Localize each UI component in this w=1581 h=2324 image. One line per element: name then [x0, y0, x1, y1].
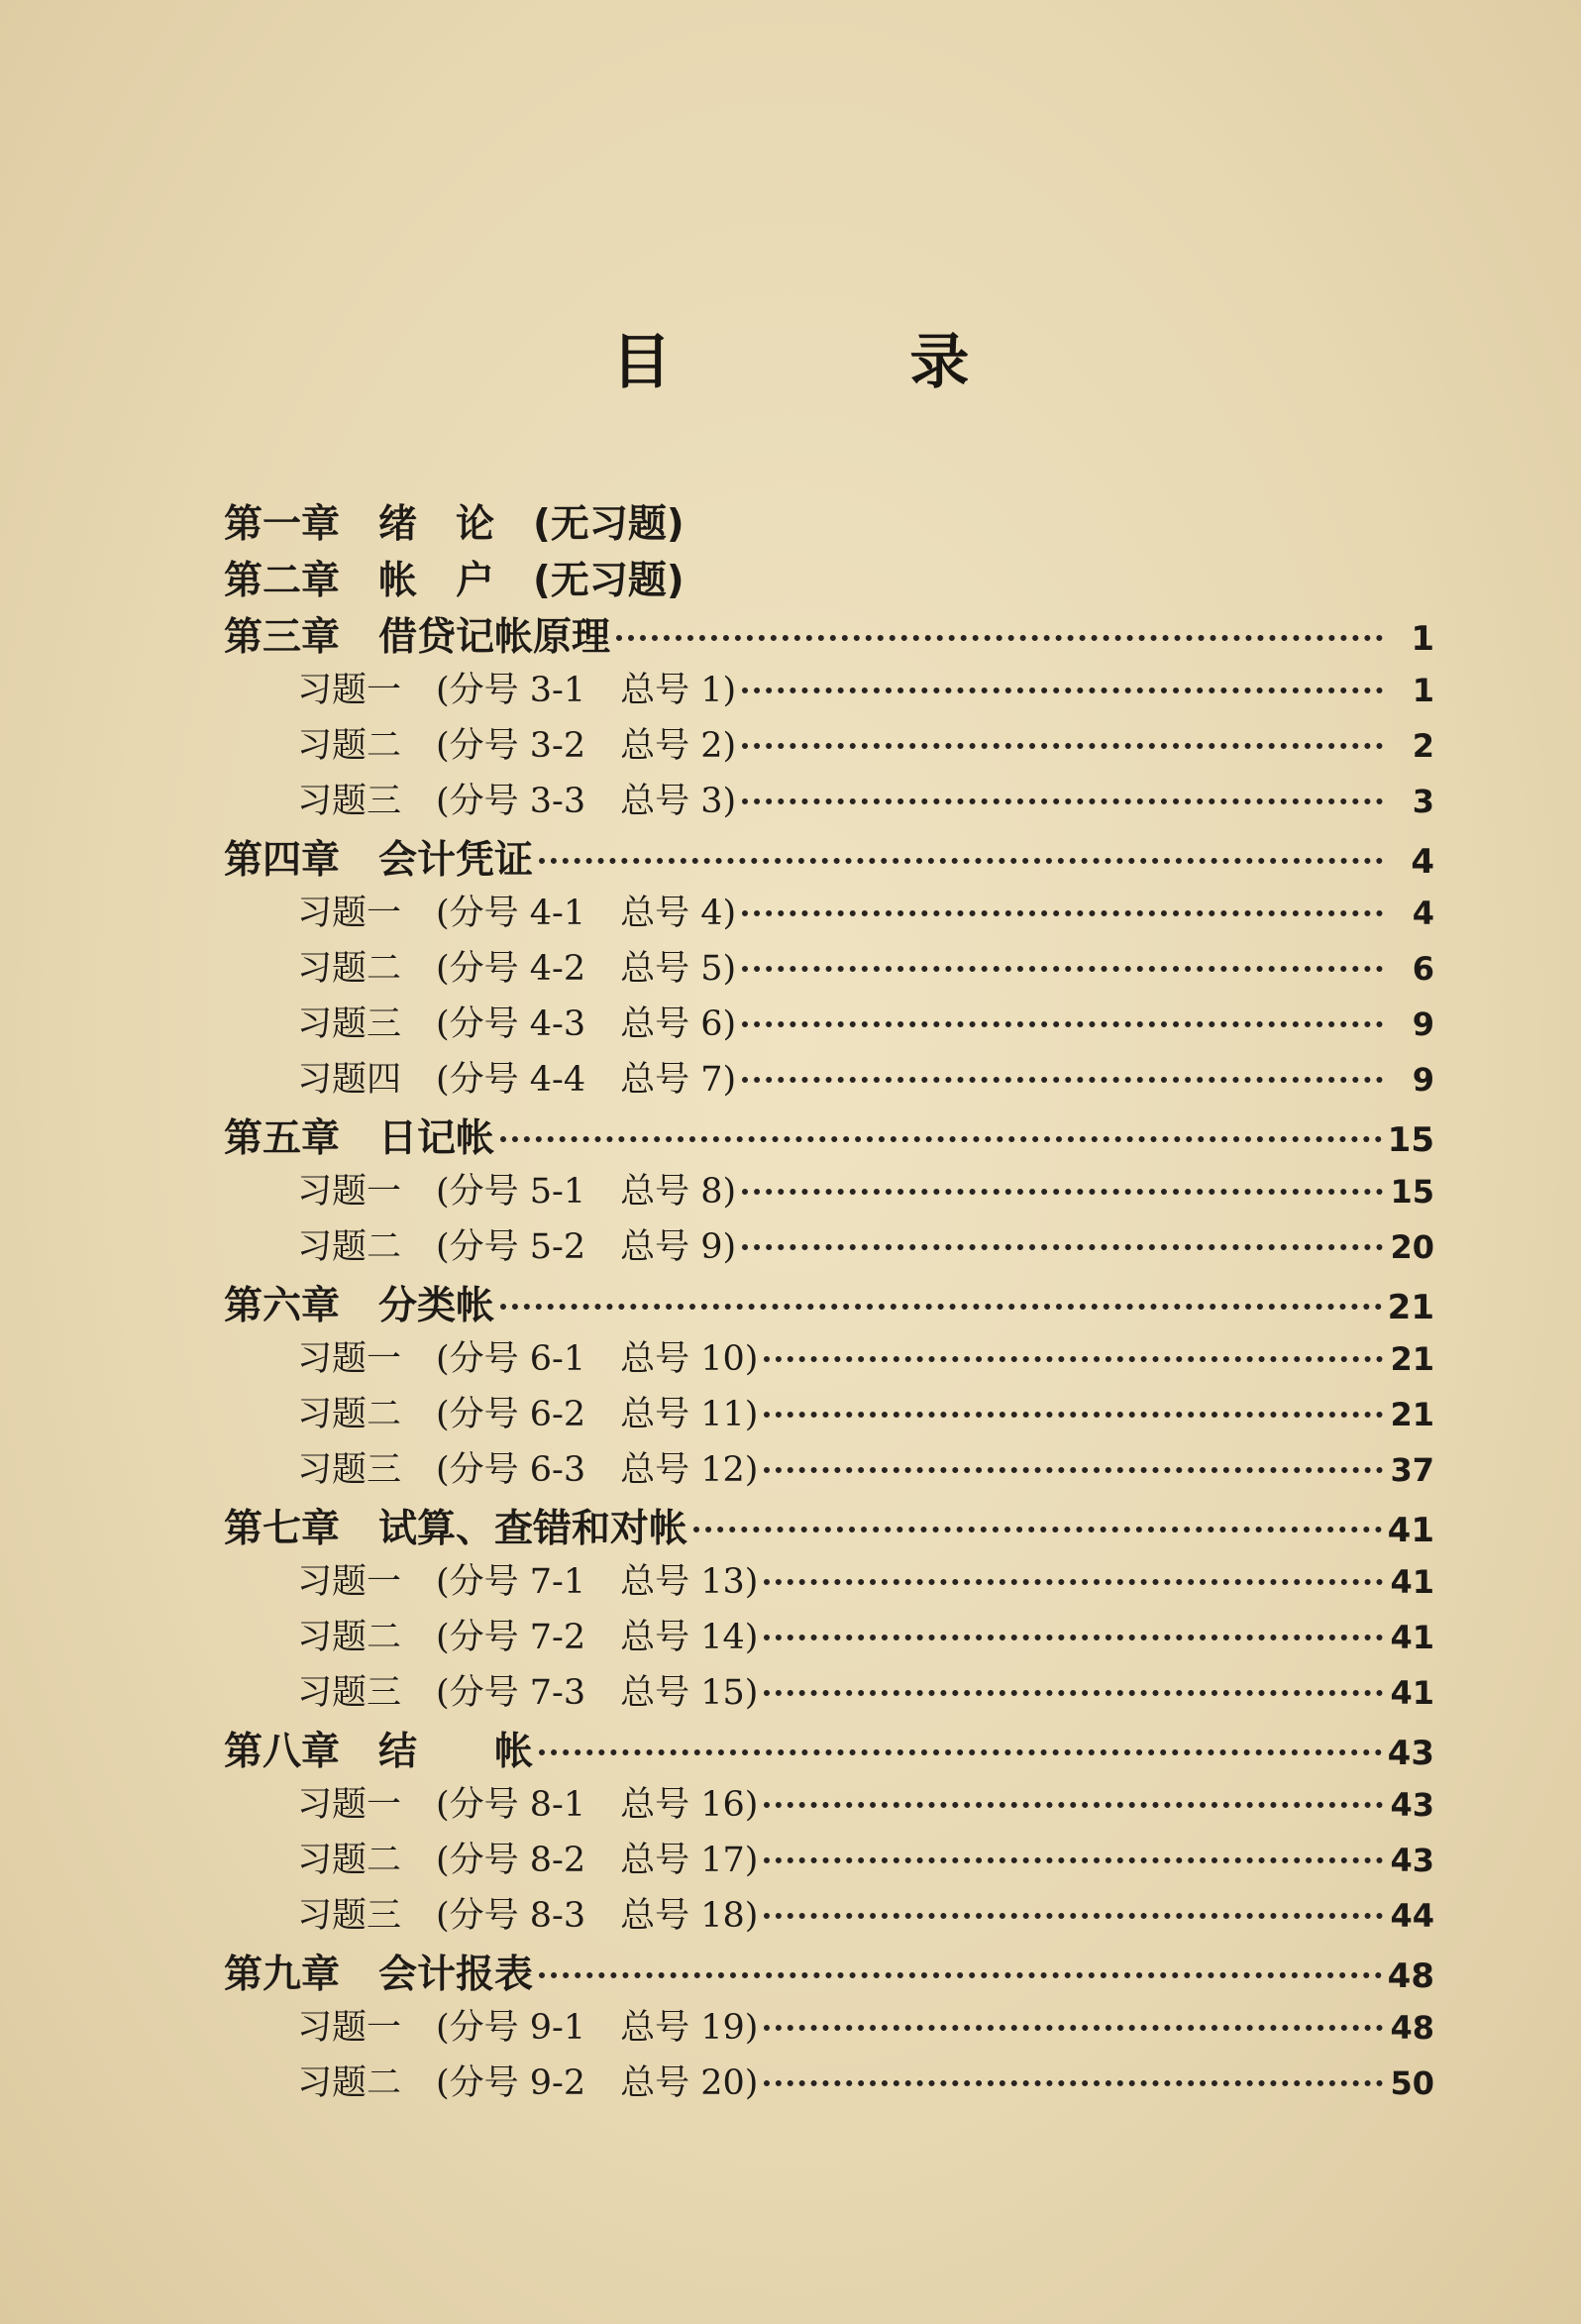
toc-page-number: 48	[1387, 1956, 1434, 1996]
dot-leader	[742, 966, 1383, 972]
toc-exercise	[224, 1442, 1434, 1498]
dot-leader	[539, 858, 1383, 864]
toc-page-number: 50	[1390, 2064, 1434, 2102]
dot-leader	[764, 1913, 1383, 1919]
toc-page-number: 2	[1412, 727, 1434, 765]
dot-leader	[764, 1635, 1383, 1640]
toc-label: 习题一 (分号 5-1 总号 8)	[297, 1172, 737, 1212]
toc-label: 习题二 (分号 6-2 总号 11)	[297, 1395, 759, 1434]
toc-chapter	[224, 1944, 1434, 2000]
dot-leader	[764, 1690, 1383, 1696]
dot-leader	[764, 1356, 1383, 1362]
toc-exercise	[224, 886, 1434, 941]
toc-page-number: 15	[1390, 1173, 1434, 1211]
toc-chapter	[224, 1498, 1434, 1554]
toc-chapter	[224, 1108, 1434, 1164]
toc-label: 习题一 (分号 3-1 总号 1)	[297, 671, 737, 710]
toc-label: 习题三 (分号 4-3 总号 6)	[297, 1004, 737, 1044]
toc-label: 第二章 帐 户 (无习题)	[224, 559, 685, 603]
toc-label: 习题三 (分号 6-3 总号 12)	[297, 1450, 759, 1490]
toc-label: 习题四 (分号 4-4 总号 7)	[297, 1060, 737, 1100]
toc-page-number: 43	[1390, 1786, 1434, 1824]
toc-page-number: 44	[1390, 1897, 1434, 1935]
dot-leader	[616, 635, 1383, 641]
toc-page-number: 37	[1390, 1451, 1434, 1489]
toc-page-number: 1	[1411, 619, 1434, 659]
toc-exercise	[224, 1331, 1434, 1387]
toc-exercise	[224, 1833, 1434, 1888]
toc-page-number: 43	[1387, 1734, 1434, 1773]
toc-exercise	[224, 1052, 1434, 1108]
dot-leader	[742, 910, 1383, 916]
toc-label: 习题二 (分号 3-2 总号 2)	[297, 726, 737, 766]
dot-leader	[742, 687, 1383, 693]
toc-page-number: 15	[1387, 1120, 1434, 1160]
toc-exercise	[224, 1610, 1434, 1665]
toc-exercise	[224, 2000, 1434, 2056]
toc-page-number: 4	[1412, 895, 1434, 932]
toc-label: 第五章 日记帐	[224, 1116, 495, 1161]
toc-label: 习题三 (分号 3-3 总号 3)	[297, 782, 737, 821]
toc-exercise	[224, 941, 1434, 997]
toc-label: 习题一 (分号 6-1 总号 10)	[297, 1339, 759, 1379]
toc-page-number: 4	[1411, 842, 1434, 882]
toc-exercise	[224, 1888, 1434, 1944]
toc-page-number: 41	[1390, 1619, 1434, 1656]
toc-label: 习题二 (分号 4-2 总号 5)	[297, 949, 737, 989]
dot-leader	[742, 1189, 1383, 1195]
dot-leader	[742, 743, 1383, 749]
toc-exercise	[224, 1387, 1434, 1442]
toc-label: 习题一 (分号 4-1 总号 4)	[297, 894, 737, 933]
toc-exercise	[224, 1554, 1434, 1610]
toc-chapter	[224, 1275, 1434, 1331]
dot-leader	[764, 1579, 1383, 1585]
dot-leader	[742, 1021, 1383, 1027]
toc-label: 第三章 借贷记帐原理	[224, 615, 611, 660]
dot-leader	[742, 1244, 1383, 1250]
toc-label: 第九章 会计报表	[224, 1953, 534, 1997]
toc-chapter	[224, 829, 1434, 886]
dot-leader	[764, 2025, 1383, 2031]
toc-exercise	[224, 1665, 1434, 1721]
toc-label: 习题二 (分号 9-2 总号 20)	[297, 2063, 759, 2103]
toc-label: 习题一 (分号 8-1 总号 16)	[297, 1785, 759, 1825]
toc-page-number: 43	[1390, 1842, 1434, 1879]
dot-leader	[539, 1972, 1382, 1978]
toc-page-number: 6	[1412, 950, 1434, 988]
toc-chapter	[224, 606, 1434, 663]
toc-exercise	[224, 1219, 1434, 1275]
dot-leader	[693, 1527, 1382, 1532]
table-of-contents	[224, 493, 1434, 2111]
page-title: 目 录	[611, 328, 1079, 397]
toc-page-number: 9	[1412, 1005, 1434, 1043]
toc-chapter	[224, 1721, 1434, 1777]
toc-label: 习题一 (分号 9-1 总号 19)	[297, 2008, 759, 2048]
toc-page-number: 9	[1412, 1061, 1434, 1099]
dot-leader	[742, 1077, 1383, 1083]
toc-label: 习题二 (分号 8-2 总号 17)	[297, 1841, 759, 1880]
toc-label: 第七章 试算、查错和对帐	[224, 1507, 688, 1551]
toc-page-number: 21	[1390, 1340, 1434, 1378]
dot-leader	[764, 1467, 1383, 1473]
dot-leader	[764, 1802, 1383, 1808]
toc-label: 习题三 (分号 7-3 总号 15)	[297, 1673, 759, 1713]
toc-exercise	[224, 774, 1434, 829]
dot-leader	[764, 2080, 1383, 2086]
toc-page-number: 21	[1387, 1288, 1434, 1327]
toc-page-number: 3	[1412, 783, 1434, 820]
toc-label: 第八章 结 帐	[224, 1730, 534, 1774]
toc-exercise	[224, 1777, 1434, 1833]
toc-label: 习题一 (分号 7-1 总号 13)	[297, 1562, 759, 1602]
toc-label: 习题三 (分号 8-3 总号 18)	[297, 1896, 759, 1936]
toc-exercise	[224, 2056, 1434, 2111]
dot-leader	[764, 1857, 1383, 1863]
toc-label: 习题二 (分号 5-2 总号 9)	[297, 1227, 737, 1267]
toc-label: 第六章 分类帐	[224, 1284, 495, 1328]
dot-leader	[500, 1304, 1382, 1310]
toc-page-number: 41	[1390, 1563, 1434, 1601]
toc-exercise	[224, 718, 1434, 774]
dot-leader	[500, 1136, 1382, 1142]
toc-exercise	[224, 997, 1434, 1052]
toc-label: 第四章 会计凭证	[224, 838, 534, 883]
toc-page-number: 1	[1412, 672, 1434, 709]
toc-page-number: 21	[1390, 1396, 1434, 1433]
toc-page-number: 20	[1390, 1228, 1434, 1266]
toc-chapter	[224, 493, 1434, 550]
dot-leader	[539, 1749, 1382, 1755]
toc-label: 第一章 绪 论 (无习题)	[224, 502, 685, 547]
dot-leader	[742, 798, 1383, 804]
toc-label: 习题二 (分号 7-2 总号 14)	[297, 1618, 759, 1657]
toc-chapter	[224, 550, 1434, 606]
toc-exercise	[224, 1164, 1434, 1219]
toc-exercise	[224, 663, 1434, 718]
toc-page-number: 41	[1387, 1511, 1434, 1550]
dot-leader	[764, 1412, 1383, 1418]
toc-page-number: 41	[1390, 1674, 1434, 1712]
toc-page-number: 48	[1390, 2009, 1434, 2047]
